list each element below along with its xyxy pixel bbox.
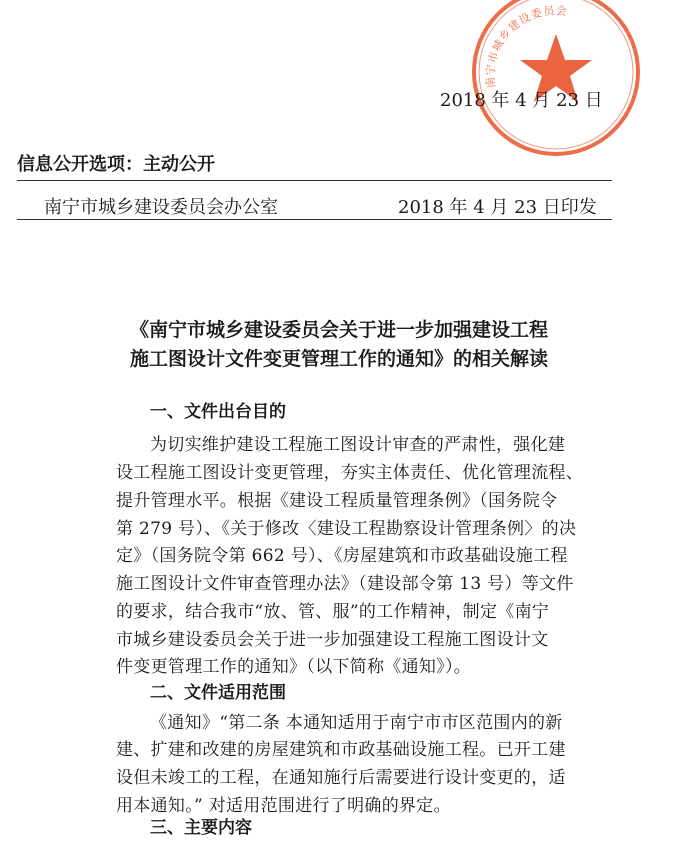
section-1-line: 件变更管理工作的通知》（以下简称《通知》）。 [116,657,472,677]
document-title-line-1: 《南宁市城乡建设委员会关于进一步加强建设工程 [129,319,548,341]
print-date: 2018 年 4 月 23 日印发 [398,197,597,218]
section-2-line: 用本通知。” 对适用范围进行了明确的界定。 [116,796,451,816]
official-seal-icon [466,0,646,162]
divider-top [17,180,612,181]
section-2-line: 《通知》“第二条 本通知适用于南宁市市区范围内的新 [150,713,563,733]
section-2-line: 建、扩建和改建的房屋建筑和市政基础设施工程。已开工建 [116,740,566,760]
issuing-office: 南宁市城乡建设委员会办公室 [44,197,278,218]
section-1-line: 第 279 号）、《关于修改〈建设工程勘察设计管理条例〉的决 [116,519,577,539]
info-disclosure-option: 信息公开选项：主动公开 [17,154,215,175]
section-3-heading: 三、主要内容 [150,818,252,838]
svg-text:南宁市城乡建设委员会: 南宁市城乡建设委员会 [483,4,569,89]
section-1-line: 设工程施工图设计变更管理，夯实主体责任、优化管理流程、 [116,463,584,483]
section-1-heading: 一、文件出台目的 [150,402,286,422]
section-1-line: 的要求，结合我市“放、管、服”的工作精神，制定《南宁 [116,602,550,622]
section-1-line: 施工图设计文件审查管理办法》（建设部令第 13 号）等文件 [116,574,574,594]
section-1-line: 定》（国务院令第 662 号）、《房屋建筑和市政基础设施工程 [116,546,568,566]
document-title-line-2: 施工图设计文件变更管理工作的通知》的相关解读 [129,348,548,370]
divider-bottom [17,219,612,220]
section-2-line: 设但未竣工的工程，在通知施行后需要进行设计变更的，适 [116,768,566,788]
section-1-line: 为切实维护建设工程施工图设计审查的严肃性，强化建 [150,435,566,455]
issue-date-top: 2018 年 4 月 23 日 [440,90,603,111]
section-2-heading: 二、文件适用范围 [150,683,286,703]
section-1-line: 市城乡建设委员会关于进一步加强建设工程施工图设计文 [116,630,549,650]
section-1-line: 提升管理水平。根据《建设工程质量管理条例》（国务院令 [116,491,558,511]
